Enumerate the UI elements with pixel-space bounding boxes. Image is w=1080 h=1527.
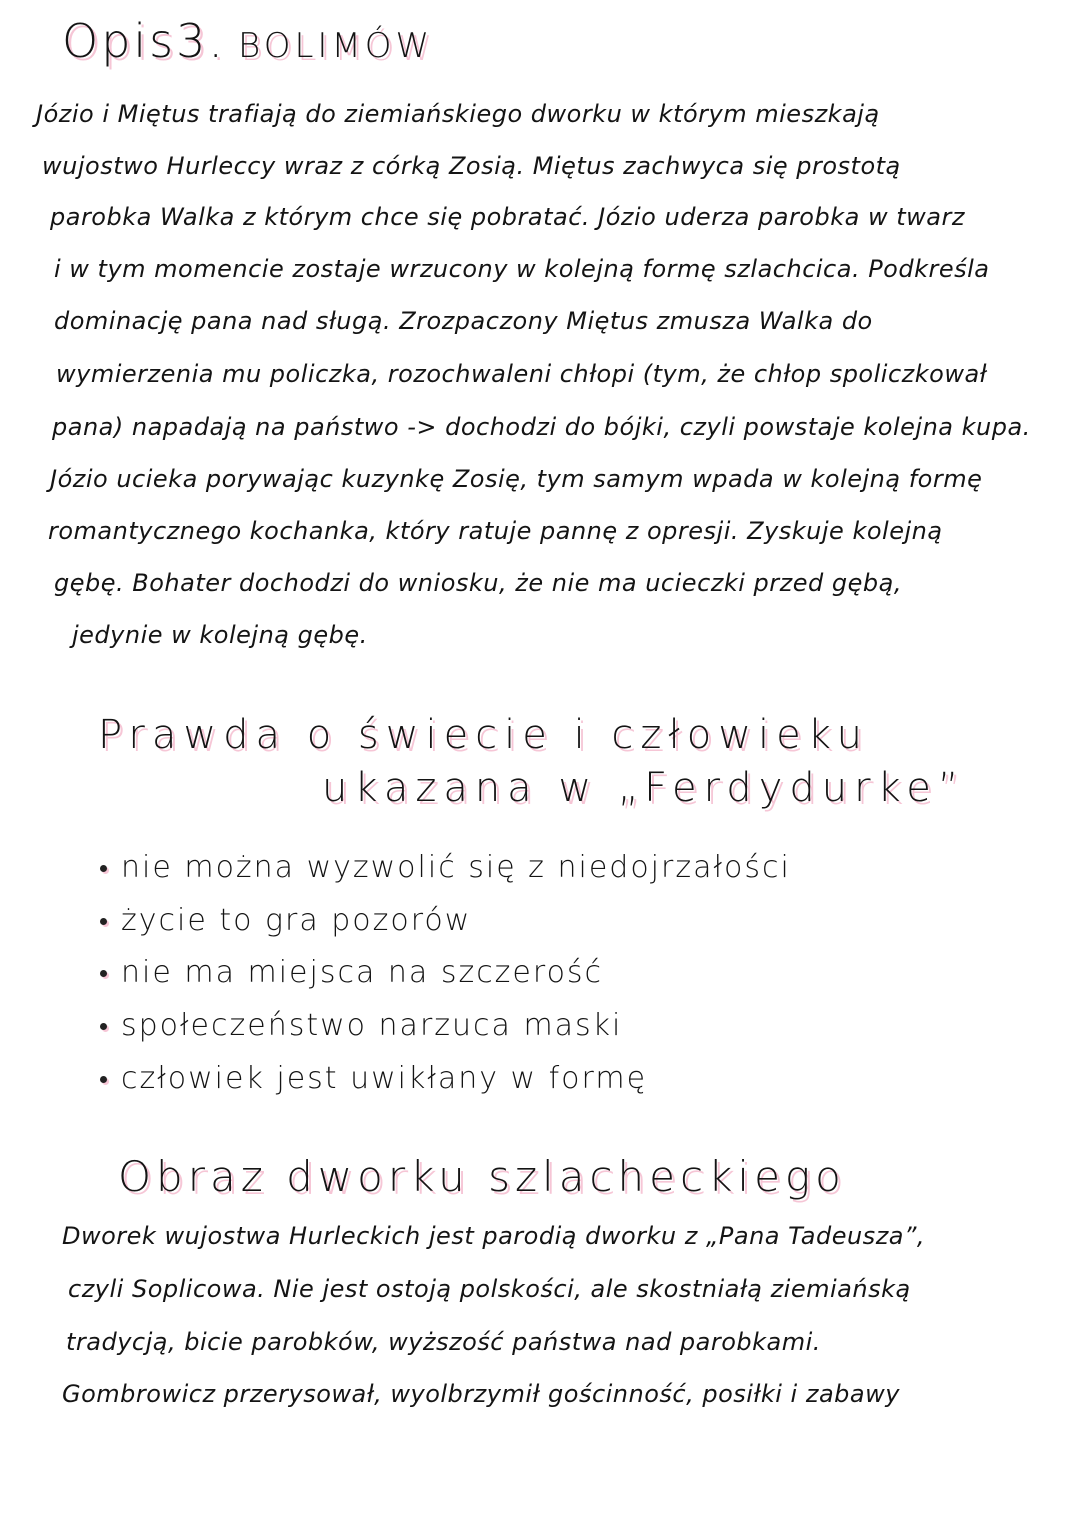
bullet-text: nie można wyzwolić się z niedojrzałości: [121, 850, 791, 885]
bullet-icon: [100, 1023, 107, 1030]
title-sub: BOLIMÓW: [238, 26, 434, 66]
paragraph-line: pana) napadają na państwo -> dochodzi do bójki, czyli powstaje kolejna kupa.: [52, 413, 1031, 441]
bullet-item: [100, 903, 471, 938]
bullet-icon: [100, 970, 107, 977]
bullet-text: społeczeństwo narzuca maski: [121, 1008, 623, 1043]
title-main: Opis3.: [62, 14, 227, 68]
paragraph-line: Gombrowicz przerysował, wyolbrzymił gościnność, posiłki i zabawy: [62, 1380, 900, 1408]
paragraph-line: Józio i Miętus trafiają do ziemiańskiego dworku w którym mieszkają: [36, 100, 880, 128]
section-heading-truth-line2: ukazana w „Ferdydurke”: [322, 765, 966, 811]
paragraph-line: jedynie w kolejną gębę.: [72, 621, 368, 649]
bullet-icon: [100, 918, 107, 925]
paragraph-line: wymierzenia mu policzka, rozochwaleni chłopi (tym, że chłop spoliczkował: [56, 360, 988, 388]
bullet-text: nie ma miejsca na szczerość: [121, 955, 604, 990]
bullet-icon: [100, 1076, 107, 1083]
bullet-item: [100, 850, 791, 885]
paragraph-line: wujostwo Hurleccy wraz z córką Zosią. Miętus zachwyca się prostotą: [42, 152, 901, 180]
bullet-icon: [100, 865, 107, 872]
paragraph-line: parobka Walka z którym chce się pobratać. Józio uderza parobka w twarz: [50, 203, 965, 231]
bullet-item: [100, 1061, 647, 1096]
paragraph-line: gębę. Bohater dochodzi do wniosku, że nie ma ucieczki przed gębą,: [54, 569, 902, 597]
bullet-text: człowiek jest uwikłany w formę: [121, 1061, 648, 1096]
paragraph-line: i w tym momencie zostaje wrzucony w kolejną formę szlachcica. Podkreśla: [54, 255, 990, 283]
page-title: [62, 14, 433, 68]
section-heading-manor: Obraz dworku szlacheckiego: [118, 1152, 846, 1201]
paragraph-line: Dworek wujostwa Hurleckich jest parodią dworku z „Pana Tadeusza”,: [62, 1222, 926, 1250]
paragraph-line: dominację pana nad sługą. Zrozpaczony Miętus zmusza Walka do: [54, 307, 873, 335]
bullet-text: życie to gra pozorów: [121, 903, 472, 938]
bullet-item: [100, 955, 603, 990]
paragraph-line: tradycją, bicie parobków, wyższość państwa nad parobkami.: [66, 1328, 821, 1356]
bullet-item: [100, 1008, 622, 1043]
section-heading-truth-line1: Prawda o świecie i człowieku: [98, 712, 869, 758]
paragraph-line: romantycznego kochanka, który ratuje pannę z opresji. Zyskuje kolejną: [48, 517, 943, 545]
paragraph-line: czyli Soplicowa. Nie jest ostoją polskości, ale skostniałą ziemiańską: [68, 1275, 911, 1303]
paragraph-line: Józio ucieka porywając kuzynkę Zosię, tym samym wpada w kolejną formę: [50, 465, 983, 493]
